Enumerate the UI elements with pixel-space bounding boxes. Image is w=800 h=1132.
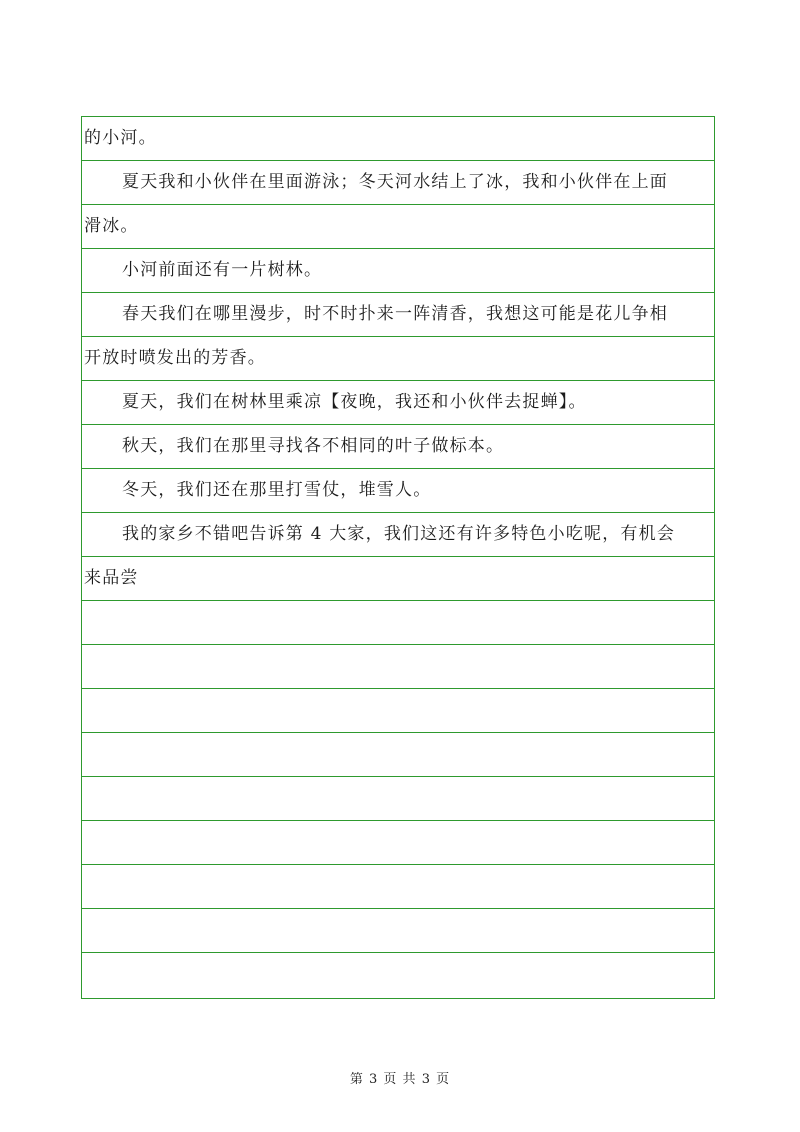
line-text: 来品尝 — [84, 568, 139, 588]
sheet-line-5 — [82, 293, 714, 337]
lined-writing-sheet — [81, 116, 715, 999]
line-text: 春天我们在哪里漫步，时不时扑来一阵清香，我想这可能是花儿争相 — [122, 304, 668, 324]
line-text: 滑冰。 — [84, 216, 139, 236]
sheet-line-20 — [82, 953, 714, 997]
sheet-line-8 — [82, 425, 714, 469]
sheet-line-1 — [82, 117, 714, 161]
sheet-line-11 — [82, 557, 714, 601]
sheet-line-4 — [82, 249, 714, 293]
line-text: 夏天我和小伙伴在里面游泳；冬天河水结上了冰，我和小伙伴在上面 — [122, 172, 668, 192]
sheet-line-18 — [82, 865, 714, 909]
line-text: 夏天，我们在树林里乘凉【夜晚，我还和小伙伴去捉蝉】。 — [122, 392, 587, 412]
sheet-line-13 — [82, 645, 714, 689]
line-text: 开放时喷发出的芳香。 — [84, 348, 266, 368]
line-text: 秋天，我们在那里寻找各不相同的叶子做标本。 — [122, 436, 505, 456]
sheet-line-16 — [82, 777, 714, 821]
sheet-line-14 — [82, 689, 714, 733]
sheet-line-19 — [82, 909, 714, 953]
line-text: 的小河。 — [84, 128, 157, 148]
sheet-line-12 — [82, 601, 714, 645]
sheet-line-17 — [82, 821, 714, 865]
sheet-line-10 — [82, 513, 714, 557]
sheet-line-3 — [82, 205, 714, 249]
sheet-line-6 — [82, 337, 714, 381]
sheet-line-15 — [82, 733, 714, 777]
sheet-line-7 — [82, 381, 714, 425]
line-text: 我的家乡不错吧告诉第 4 大家，我们这还有许多特色小吃呢，有机会 — [122, 524, 676, 544]
sheet-line-9 — [82, 469, 714, 513]
sheet-line-2 — [82, 161, 714, 205]
page-number-footer: 第 3 页 共 3 页 — [349, 1072, 451, 1087]
line-text: 冬天，我们还在那里打雪仗，堆雪人。 — [122, 480, 432, 500]
line-text: 小河前面还有一片树林。 — [122, 260, 323, 280]
